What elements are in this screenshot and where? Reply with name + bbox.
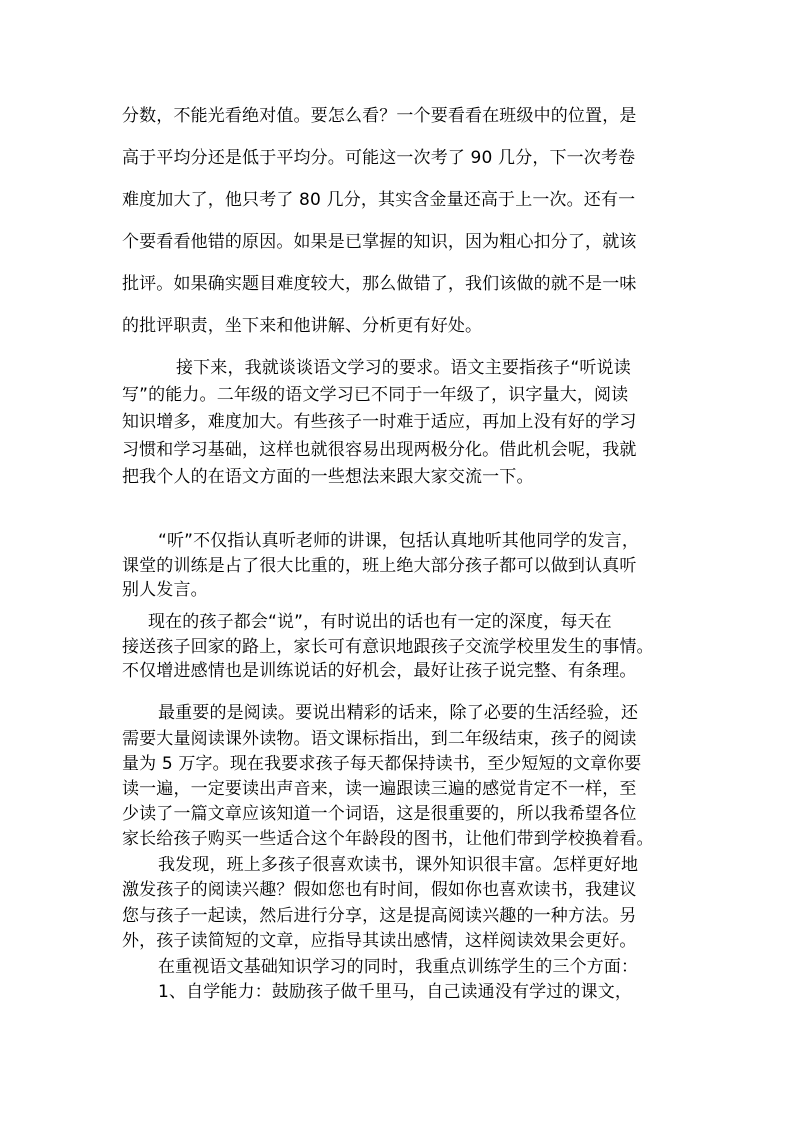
- text-line: 我发现，班上多孩子很喜欢读书，课外知识很丰富。怎样更好地: [158, 855, 639, 875]
- text-line: 接送孩子回家的路上，家长可有意识地跟孩子交流学校里发生的事情。: [122, 637, 654, 657]
- text-line: 家长给孩子购买一些适合这个年龄段的图书，让他们带到学校换着看。: [122, 829, 654, 849]
- text-line: 量为 5 万字。现在我要求孩子每天都保持读书，至少短短的文章你要: [122, 754, 642, 774]
- text-line: 知识增多，难度加大。有些孩子一时难于适应，再加上没有好的学习: [122, 412, 637, 432]
- text-line: 您与孩子一起读，然后进行分享，这是提高阅读兴趣的一种方法。另: [122, 906, 637, 926]
- text-line: 写”的能力。二年级的语文学习已不同于一年级了，识字量大，阅读: [122, 385, 629, 405]
- text-line: 少读了一篇文章应该知道一个词语，这是很重要的，所以我希望各位: [122, 804, 637, 824]
- text-line: 最重要的是阅读。要说出精彩的话来，除了必要的生活经验，还: [158, 703, 639, 723]
- text-line: 需要大量阅读课外读物。语文课标指出，到二年级结束，孩子的阅读: [122, 729, 637, 749]
- text-line: 高于平均分还是低于平均分。可能这一次考了 90 几分，下一次考卷: [122, 148, 636, 168]
- text-line: 的批评职责，坐下来和他讲解、分析更有好处。: [122, 316, 483, 336]
- text-line: 不仅增进感情也是训练说话的好机会，最好让孩子说完整、有条理。: [122, 661, 637, 681]
- text-line: 批评。如果确实题目难度较大，那么做错了，我们该做的就不是一味: [122, 274, 637, 294]
- text-line: 1、自学能力：鼓励孩子做千里马，自己读通没有学过的课文，: [158, 982, 633, 1002]
- text-line: 别人发言。: [122, 580, 208, 600]
- text-line: 习惯和学习基础，这样也就很容易出现两极分化。借此机会呢，我就: [122, 440, 637, 460]
- text-line: 现在的孩子都会“说”，有时说出的话也有一定的深度，每天在: [148, 612, 612, 632]
- text-line: 难度加大了，他只考了 80 几分，其实含金量还高于上一次。还有一: [122, 190, 636, 210]
- text-line: 外，孩子读简短的文章，应指导其读出感情，这样阅读效果会更好。: [122, 931, 637, 951]
- text-line: 在重视语文基础知识学习的同时，我重点训练学生的三个方面：: [158, 957, 639, 977]
- text-line: 个要看看他错的原因。如果是已掌握的知识，因为粗心扣分了，就该: [122, 232, 637, 252]
- text-line: 接下来，我就谈谈语文学习的要求。语文主要指孩子“听说读: [176, 358, 631, 378]
- text-line: 把我个人的在语文方面的一些想法来跟大家交流一下。: [122, 467, 534, 487]
- text-line: 课堂的训练是占了很大比重的，班上绝大部分孩子都可以做到认真听: [122, 556, 637, 576]
- text-line: 分数，不能光看绝对值。要怎么看？一个要看看在班级中的位置，是: [122, 106, 637, 126]
- text-line: 读一遍，一定要读出声音来，读一遍跟读三遍的感觉肯定不一样，至: [122, 779, 637, 799]
- text-line: “听”不仅指认真听老师的讲课，包括认真地听其他同学的发言，: [158, 531, 639, 551]
- text-line: 激发孩子的阅读兴趣？假如您也有时间，假如你也喜欢读书，我建议: [122, 880, 637, 900]
